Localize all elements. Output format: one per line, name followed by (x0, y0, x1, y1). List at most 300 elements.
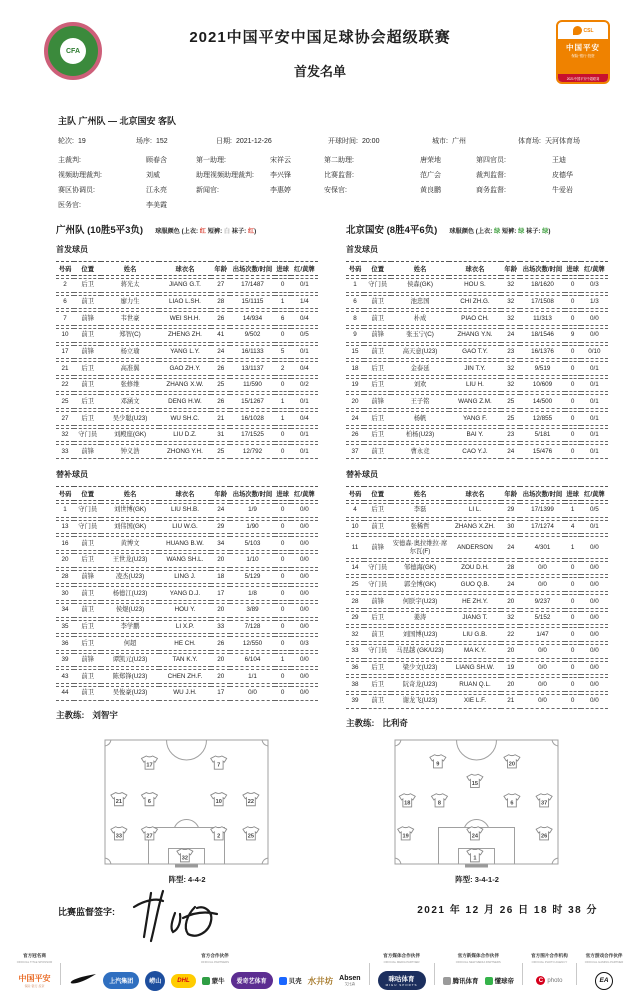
player-jersey-icon (467, 848, 483, 861)
player-cell: 36 (346, 661, 364, 676)
player-cell: 刘伟国(GK) (101, 520, 158, 535)
player-row (346, 411, 608, 426)
goal-icon (175, 864, 198, 867)
player-row (56, 636, 318, 651)
player-cell: 谭凯元(U23) (101, 653, 158, 668)
player-cell: 31 (211, 428, 230, 443)
player-cell: 后卫 (364, 428, 391, 443)
match-info-item (328, 136, 432, 146)
player-cell: 前卫 (364, 295, 391, 310)
player-cell: YANG D.J. (159, 586, 211, 601)
player-cell: 14 (346, 561, 364, 576)
subs-label: 替补球员 (56, 470, 88, 480)
roster-header-cell: 姓名 (101, 261, 158, 276)
pitch-lines (105, 740, 268, 864)
player-cell: 邓涵文 (101, 394, 158, 409)
roster-header-cell: 年龄 (211, 261, 230, 276)
sponsor-logo-subtext: 艾比森 (344, 981, 356, 986)
starters-table (346, 259, 608, 461)
player-cell: 黄博文 (101, 536, 158, 551)
roster-header-cell: 出场次数/时间 (230, 486, 274, 501)
roster-header-cell: 进球 (565, 486, 581, 501)
player-cell: YANG L.Y. (159, 345, 211, 360)
player-cell: 0/1 (581, 520, 608, 535)
sponsor-logo-navy (378, 971, 426, 990)
player-cell: 守门员 (74, 520, 101, 535)
roster-header-cell: 出场次数/时间 (230, 261, 274, 276)
player-cell: 17/1399 (520, 503, 564, 518)
player-cell: 0/0 (581, 694, 608, 709)
player-cell: 38 (346, 677, 364, 692)
player-cell: 0 (275, 328, 291, 343)
sponsor-logo-icon (202, 977, 210, 985)
player-cell: 36 (56, 636, 74, 651)
official-item (476, 185, 598, 195)
coach-name: 比利奇 (382, 717, 408, 728)
player-cell: 0 (565, 627, 581, 642)
player-cell: 35 (56, 620, 74, 635)
player-cell: 24 (501, 577, 520, 592)
jersey-number: 37 (541, 799, 548, 806)
player-cell: 王子铭 (391, 394, 448, 409)
formation-pitch (391, 739, 563, 871)
sponsor-group-subheading: OFFICIAL PARTNERS (200, 959, 230, 964)
player-cell: JIN T.Y. (449, 361, 501, 376)
player-cell: 0/0 (291, 570, 318, 585)
player-cell: 前卫 (74, 603, 101, 618)
player-row (346, 694, 608, 709)
player-row (56, 686, 318, 701)
player-row (56, 603, 318, 618)
roster-head (56, 486, 318, 501)
player-cell: 37 (346, 444, 364, 459)
player-cell: YANG F. (449, 411, 501, 426)
player-cell: 20 (211, 553, 230, 568)
player-row (56, 295, 318, 310)
player-cell: 1 (275, 394, 291, 409)
sponsor-logo-cphoto (536, 976, 562, 985)
player-jersey-icon (399, 793, 415, 806)
player-cell: 阮奇龙(U23) (391, 677, 448, 692)
player-cell: 15 (346, 345, 364, 360)
player-cell: 0/1 (581, 444, 608, 459)
player-cell: 杨德江(U23) (101, 586, 158, 601)
match-info-value: 152 (155, 138, 168, 145)
player-cell: 10/609 (520, 378, 564, 393)
player-cell: 43 (56, 669, 74, 684)
player-cell: 23 (501, 428, 520, 443)
sponsor-logo-icontext (485, 976, 515, 985)
roster-header-cell: 出场次数/时间 (520, 261, 564, 276)
player-cell: 0/1 (581, 361, 608, 376)
player-cell: 28 (56, 570, 74, 585)
match-info-item (58, 136, 136, 146)
player-cell: 25 (211, 378, 230, 393)
player-cell: 1 (275, 653, 291, 668)
formation-diagram (346, 729, 608, 885)
jersey-number: 17 (146, 762, 153, 769)
sponsor-divider (522, 963, 523, 985)
player-cell: 守门员 (364, 577, 391, 592)
sponsor-logo-text: 蒙牛 (211, 978, 225, 986)
roster-header-cell: 球衣名 (449, 486, 501, 501)
player-cell: 韦世豪 (101, 311, 158, 326)
sponsor-logo-row (595, 969, 613, 993)
player-cell: 刘欢 (391, 378, 448, 393)
player-cell: 0/1 (581, 394, 608, 409)
jersey-number: 25 (247, 832, 255, 839)
player-jersey-icon (467, 774, 483, 787)
kit-part-label: 短裤: (501, 228, 519, 235)
match-info-value: 19 (77, 138, 86, 145)
player-cell: 19 (346, 378, 364, 393)
player-cell: 18/1620 (520, 278, 564, 293)
official-label: 赛区协调员: (58, 187, 95, 194)
player-cell: LIANG SH.W. (449, 661, 501, 676)
player-cell: 0/3 (291, 636, 318, 651)
player-cell: BAI Y. (449, 428, 501, 443)
roster-header-cell: 位置 (74, 261, 101, 276)
sponsor-group (17, 953, 53, 993)
sponsor-logo-text: 贝壳 (288, 978, 302, 986)
player-cell: 29 (346, 611, 364, 626)
roster-head (346, 486, 608, 501)
player-cell: 1 (275, 295, 291, 310)
player-cell: 22 (56, 378, 74, 393)
player-cell: 0/0 (291, 503, 318, 518)
player-cell: 9/502 (230, 328, 274, 343)
player-cell: 0/5 (581, 503, 608, 518)
player-cell: 8 (346, 311, 364, 326)
jersey-number: 6 (510, 799, 514, 806)
player-cell: 12/550 (230, 636, 274, 651)
player-cell: 侯森(GK) (391, 278, 448, 293)
player-cell: 梁少文(U23) (391, 661, 448, 676)
player-cell: HE ZH.Y. (449, 594, 501, 609)
player-cell: 1/3 (581, 295, 608, 310)
official-label: 比赛监督: (324, 172, 354, 179)
player-cell: 0 (565, 361, 581, 376)
player-cell: WANG SH.L. (159, 553, 211, 568)
csl-badge-sponsor-name: 中国平安 (566, 43, 600, 52)
match-info-value: 天河体育场 (544, 138, 580, 145)
coach-line (56, 709, 318, 721)
player-cell: PIAO CH. (449, 311, 501, 326)
team-header (56, 222, 318, 236)
player-cell: 1 (565, 503, 581, 518)
player-cell: 26 (211, 311, 230, 326)
player-jersey-icon (141, 792, 157, 805)
match-info-item (216, 136, 328, 146)
kit-color-value: 绿 (542, 228, 549, 235)
player-cell: 1 (275, 411, 291, 426)
player-cell: 5/103 (230, 536, 274, 551)
csl-league-logo (44, 22, 102, 80)
player-jersey-icon (211, 792, 227, 805)
official-item (324, 185, 476, 195)
sponsor-group-subheading: OFFICIAL GAMING PARTNER (584, 959, 624, 964)
sponsor-group-heading: 官方图片合作机构 (531, 952, 568, 958)
player-cell: 0/4 (291, 361, 318, 376)
player-cell: XIE L.F. (449, 694, 501, 709)
player-cell: 0 (565, 561, 581, 576)
player-cell: 前卫 (364, 345, 391, 360)
player-cell: 20 (211, 653, 230, 668)
player-cell: 前锋 (74, 653, 101, 668)
formation-pitch (101, 739, 273, 871)
cfa-football-icon: CFA (60, 38, 86, 64)
player-cell: 6 (56, 295, 74, 310)
player-row (346, 278, 608, 293)
player-cell: 蒋光太 (101, 278, 158, 293)
sponsor-logo-text2 (339, 975, 360, 987)
player-cell: 张玉宁(C) (391, 328, 448, 343)
csl-badge-bottom: 2021中国平安中超联赛 (558, 74, 608, 82)
player-cell: 30 (501, 520, 520, 535)
player-cell: 15/1115 (230, 295, 274, 310)
sponsor-logo-pill: 上汽集团 (103, 972, 139, 989)
player-cell: 陈郑锋(U23) (101, 669, 158, 684)
official-name: 皮德华 (552, 172, 573, 179)
page-subtitle: 首发名单 (293, 64, 346, 79)
player-cell: 15/476 (520, 444, 564, 459)
team-name-record: 广州队 (10胜5平3负) (56, 225, 144, 236)
jersey-number: 20 (508, 760, 516, 767)
player-cell: 0/0 (581, 661, 608, 676)
player-row (56, 586, 318, 601)
player-cell: 21 (211, 411, 230, 426)
player-row (346, 536, 608, 559)
cphoto-c-icon: C (536, 976, 545, 985)
player-cell: 何超 (101, 636, 158, 651)
player-cell: 32 (501, 611, 520, 626)
player-cell: 33 (346, 644, 364, 659)
player-cell: 后卫 (364, 361, 391, 376)
player-row (346, 611, 608, 626)
player-cell: 0 (275, 570, 291, 585)
player-cell: 17/1508 (520, 295, 564, 310)
player-cell: LIU D.Z. (159, 428, 211, 443)
player-cell: 20 (501, 594, 520, 609)
player-cell: 26 (211, 361, 230, 376)
match-info-value: 2021-12-26 (235, 138, 272, 145)
sponsor-logo-text: 中国平安 (18, 974, 51, 984)
player-row (56, 503, 318, 518)
roster-head-row (56, 486, 318, 501)
jersey-number: 26 (541, 832, 548, 839)
team-header (346, 222, 608, 236)
player-cell: 24 (211, 345, 230, 360)
jersey-number: 2 (217, 832, 221, 839)
player-cell: 前卫 (74, 378, 101, 393)
official-name: 范广会 (420, 172, 441, 179)
player-cell: 10 (56, 328, 74, 343)
official-name: 顾春含 (146, 157, 167, 164)
roster-header-cell: 号码 (346, 261, 364, 276)
official-label: 新闻官: (196, 187, 219, 194)
sponsor-group (585, 953, 624, 993)
player-cell: 5/181 (520, 428, 564, 443)
sponsor-strip (0, 953, 640, 993)
player-cell: 0/0 (581, 328, 608, 343)
player-jersey-icon (177, 848, 193, 861)
player-cell: 25 (501, 394, 520, 409)
roster-header-cell: 出场次数/时间 (520, 486, 564, 501)
player-cell: 邹德海(GK) (391, 561, 448, 576)
player-cell: 4/301 (520, 536, 564, 559)
player-cell: 张稀哲 (391, 520, 448, 535)
player-cell: 0/0 (581, 644, 608, 659)
player-cell: 0/0 (581, 594, 608, 609)
player-cell: LIU SH.B. (159, 503, 211, 518)
sponsor-logo-row (536, 969, 562, 993)
player-row (56, 361, 318, 376)
player-cell: 5/129 (230, 570, 274, 585)
player-cell: MA K.Y. (449, 644, 501, 659)
player-cell: 后卫 (74, 620, 101, 635)
sponsor-group-subheading: OFFICIAL MEDIA PARTNER (383, 959, 420, 964)
player-cell: 后卫 (364, 411, 391, 426)
player-cell: WANG Z.M. (449, 394, 501, 409)
player-jersey-icon (398, 826, 414, 839)
player-cell: 高天意(U23) (391, 345, 448, 360)
roster-head-row (346, 261, 608, 276)
player-jersey-icon (243, 792, 259, 805)
roster-header-cell: 红/黄牌 (291, 261, 318, 276)
player-cell: 20 (211, 603, 230, 618)
player-cell: 前锋 (364, 394, 391, 409)
player-cell: HE CH. (159, 636, 211, 651)
official-name: 黄良鹏 (420, 187, 441, 194)
player-cell: 9 (346, 328, 364, 343)
player-cell: 4 (346, 503, 364, 518)
player-cell: 17/1487 (230, 278, 274, 293)
player-cell: 前锋 (364, 594, 391, 609)
player-cell: 前锋 (364, 328, 391, 343)
player-cell: WU SH.C. (159, 411, 211, 426)
official-item (476, 170, 598, 180)
kit-color-value: 绿 (518, 228, 527, 235)
player-cell: 7 (56, 311, 74, 326)
player-jersey-icon (111, 792, 127, 805)
player-cell: LI X.P. (159, 620, 211, 635)
roster-head-row (56, 261, 318, 276)
player-cell: 0/1 (581, 411, 608, 426)
player-row (346, 594, 608, 609)
team-columns (0, 222, 640, 885)
subs-table (56, 484, 318, 703)
player-row (346, 503, 608, 518)
official-name: 牛爱岩 (552, 187, 573, 194)
team-column (346, 222, 608, 885)
player-cell: 5/152 (520, 611, 564, 626)
player-cell: 6 (275, 311, 291, 326)
player-cell: GAO ZH.Y. (159, 361, 211, 376)
player-cell: LING J. (159, 570, 211, 585)
player-cell: 0/0 (291, 653, 318, 668)
player-cell: 0 (565, 644, 581, 659)
sponsor-group-subheading: OFFICIAL NEW MEDIA PARTNERS (455, 959, 501, 964)
player-row (56, 536, 318, 551)
player-cell: 李磊 (391, 503, 448, 518)
sponsor-logo-pill: 爱奇艺体育 (231, 972, 273, 989)
kit-part-label: 上衣: (477, 228, 495, 235)
csl-badge-band (558, 39, 608, 74)
player-cell: 0 (275, 503, 291, 518)
player-cell: 10 (346, 520, 364, 535)
official-item (58, 155, 196, 165)
jersey-number: 19 (402, 832, 409, 839)
match-info-label: 城市: (432, 138, 448, 145)
jersey-number: 8 (437, 799, 442, 806)
player-cell: 守门员 (364, 644, 391, 659)
sponsor-divider (60, 963, 61, 985)
sponsor-logo-gold-text: 水井坊 (307, 975, 334, 986)
player-cell: 0 (565, 295, 581, 310)
player-cell: 0/0 (291, 603, 318, 618)
player-cell: 前锋 (364, 536, 391, 559)
player-cell: 32 (501, 311, 520, 326)
player-cell: 前卫 (74, 328, 101, 343)
sponsor-logo-row (69, 969, 360, 993)
kit-color-value: 绿 (494, 228, 502, 235)
player-cell: HUANG B.W. (159, 536, 211, 551)
sponsor-divider (576, 963, 577, 985)
coach-label: 主教练: (346, 717, 375, 728)
player-cell: JIANG T. (449, 611, 501, 626)
player-cell: 0/0 (291, 586, 318, 601)
player-cell: 杨帆 (391, 411, 448, 426)
match-info-value: 广州 (451, 138, 466, 145)
sponsor-logo-icon (443, 977, 451, 985)
player-cell: 0 (565, 378, 581, 393)
player-cell: 0 (275, 428, 291, 443)
roster-header-cell: 年龄 (501, 486, 520, 501)
player-cell: 0 (565, 411, 581, 426)
player-cell: 22 (501, 627, 520, 642)
sponsor-group (378, 953, 426, 993)
player-cell: 0 (565, 661, 581, 676)
roster-header-cell: 球衣名 (159, 261, 211, 276)
jersey-number: 9 (436, 760, 440, 767)
player-row (56, 553, 318, 568)
player-cell: 后卫 (364, 611, 391, 626)
player-row (56, 520, 318, 535)
kit-colors (155, 226, 256, 235)
player-cell: 1 (346, 278, 364, 293)
player-cell: 前锋 (74, 570, 101, 585)
sponsor-group (531, 953, 568, 993)
player-cell: 28 (501, 561, 520, 576)
player-cell: 刘世博(GK) (101, 503, 158, 518)
jersey-number: 18 (404, 799, 411, 806)
roster-header-cell: 号码 (346, 486, 364, 501)
sponsor-logo-icontext (443, 976, 479, 985)
jersey-number: 6 (147, 798, 152, 805)
sponsor-group (69, 953, 360, 993)
sponsor-divider (434, 963, 435, 985)
player-cell: 0/1 (291, 428, 318, 443)
player-cell: 后卫 (74, 553, 101, 568)
roster-header-cell: 进球 (275, 486, 291, 501)
player-cell: 0 (275, 669, 291, 684)
player-cell: 9/237 (520, 594, 564, 609)
player-cell: LIAO L.SH. (159, 295, 211, 310)
player-cell: 25 (211, 444, 230, 459)
player-cell: 0/0 (520, 661, 564, 676)
official-label: 助理视频助理裁判: (196, 172, 254, 179)
player-row (56, 570, 318, 585)
